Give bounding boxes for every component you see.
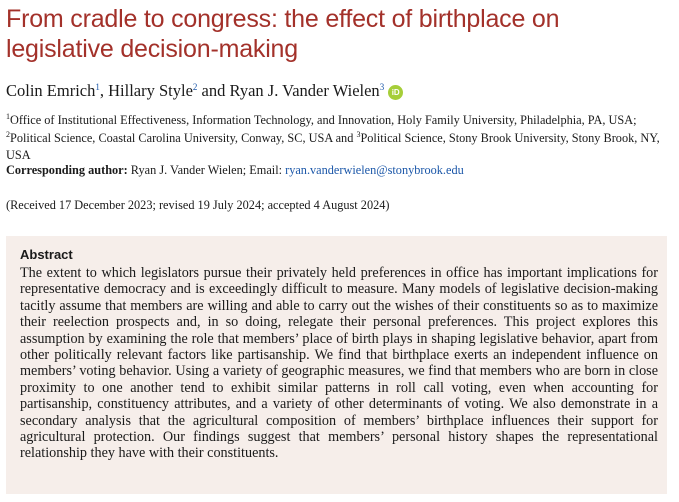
author-list	[6, 81, 666, 101]
affiliation-marker[interactable]: 3	[379, 82, 385, 92]
author-name: Colin Emrich	[6, 81, 96, 100]
affiliation-number: 1	[6, 112, 10, 121]
affiliation-number: 2	[6, 129, 10, 139]
affiliations	[6, 112, 662, 165]
affiliation-number: 3	[356, 129, 361, 139]
abstract-heading: Abstract	[20, 247, 73, 262]
corresponding-author	[6, 162, 662, 179]
email-link[interactable]: ryan.vanderwielen@stonybrook.edu	[285, 163, 464, 177]
author-separator: and	[197, 81, 230, 100]
affiliation-text: Office of Institutional Effectiveness, Information Technology, and Innovation, Holy Family University, Philadelphia, PA, USA;	[10, 113, 637, 127]
paper-title: From cradle to congress: the effect of birthplace on legislative decision-making	[6, 5, 560, 63]
author-name: Ryan J. Vander Wielen	[229, 81, 380, 100]
affiliation-marker[interactable]: 1	[95, 82, 100, 92]
corresponding-name: Ryan J. Vander Wielen; Email:	[127, 163, 286, 177]
author-name: Hillary Style	[108, 81, 193, 100]
orcid-icon[interactable]: iD	[388, 85, 403, 100]
abstract-box	[6, 236, 667, 494]
affiliation-marker[interactable]: 2	[192, 82, 198, 92]
abstract-text: The extent to which legislators pursue their privately held preferences in office has important implications for representative democracy and is exceedingly difficult to measure. Many models of legislative decision-making tacitly assume that members are willing and able to carry out the wishes of their constituents so as to maximize their reelection prospects and, in so doing, relegate their personal preferences. This project explores this assumption by examining the role that members’ place of birth plays in shaping legislative behavior, apart from other politically relevant factors like partisanship. We find that birthplace exerts an independent influence on members’ voting behavior. Using a variety of geographic measures, we find that members who are born in close proximity to one another tend to exhibit similar patterns in roll call voting, even when accounting for partisanship, constituency attributes, and a variety of other determinants of voting. We also demonstrate in a secondary analysis that the agricultural composition of members’ birthplace influences their support for agricultural protection. Our findings suggest that members’ personal history shapes the representational relationship they have with their constituents.	[20, 265, 658, 462]
affiliation-text: Political Science, Stony Brook University, Stony Brook, NY, USA	[6, 130, 660, 162]
author-separator: ,	[99, 81, 109, 100]
corresponding-label: Corresponding author:	[6, 163, 128, 177]
affiliation-text: Political Science, Coastal Carolina University, Conway, SC, USA and	[10, 130, 357, 145]
received-dates: (Received 17 December 2023; revised 19 July 2024; accepted 4 August 2024)	[6, 198, 390, 212]
